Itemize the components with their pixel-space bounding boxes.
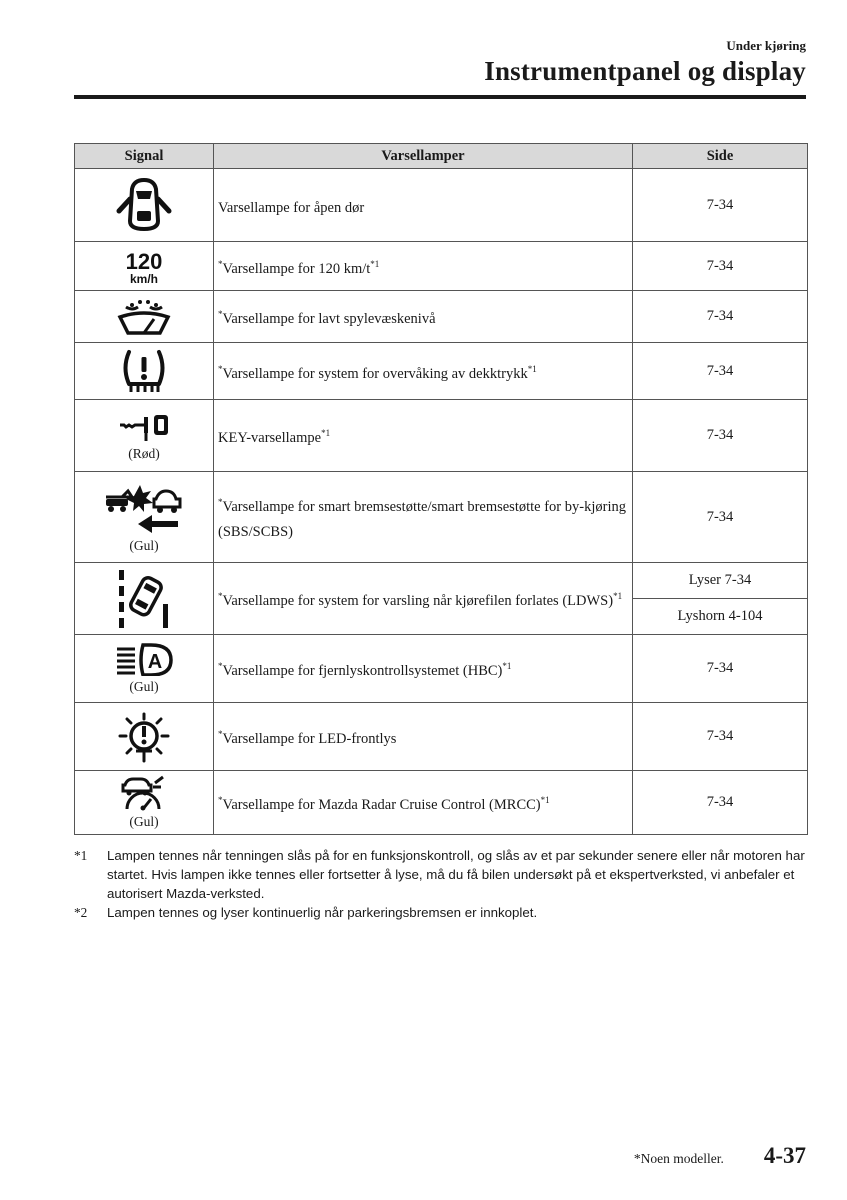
star-mark: * [218, 661, 223, 672]
page-cell: 7-34 [633, 635, 808, 703]
smart-brake-icon [102, 481, 186, 535]
warning-text: Varsellampe for lavt spylevæskenivå [222, 310, 436, 327]
section-label: Under kjøring [726, 38, 806, 53]
star-mark: * [218, 309, 223, 320]
lane-departure-icon [115, 568, 173, 630]
door-open-icon [112, 175, 176, 235]
star-mark: * [218, 729, 223, 740]
table-row [75, 400, 808, 472]
warning-text: Varsellampe for fjernlyskontrollsystemet (HBC) [222, 662, 503, 679]
page-cell: 7-34 [633, 169, 808, 242]
warning-text: Varsellampe for Mazda Radar Cruise Control (MRCC) [222, 796, 541, 813]
warning-text-cell [214, 343, 633, 400]
page-cell: 7-34 [633, 472, 808, 563]
footnote-text: Lampen tennes og lyser kontinuerlig når parkeringsbremsen er innkoplet. [107, 905, 538, 920]
key-icon [116, 409, 172, 443]
page-title: Instrumentpanel og display [484, 56, 806, 86]
column-header-page: Side [633, 144, 808, 169]
footnote [74, 903, 807, 922]
warning-text: Varsellampe for 120 km/t [222, 260, 371, 277]
note-mark: *1 [321, 428, 331, 439]
note-mark: *1 [370, 258, 380, 269]
color-label: (Rød) [128, 446, 160, 461]
page-cell: 7-34 [633, 400, 808, 472]
page-number: 4-37 [763, 1143, 806, 1168]
table-row [75, 635, 808, 703]
washer-fluid-icon [116, 297, 172, 337]
table-row [75, 169, 808, 242]
color-label: (Gul) [129, 679, 159, 694]
note-mark: *1 [527, 363, 537, 374]
warning-text-cell [214, 400, 633, 472]
star-mark: * [218, 363, 223, 374]
page-cell: Lyser 7-34 [633, 563, 808, 599]
page-footer [634, 1143, 806, 1169]
column-header-signal: Signal [75, 144, 214, 169]
page-cell: 7-34 [633, 291, 808, 343]
table-row [75, 771, 808, 835]
star-mark: * [218, 258, 223, 269]
warning-text: Varsellampe for smart bremsestøtte/smart bremsestøtte for by-kjøring (SBS/SCBS) [218, 499, 626, 540]
tire-pressure-icon [119, 348, 169, 394]
color-label: (Gul) [129, 537, 159, 553]
note-mark: *1 [540, 795, 550, 806]
signal-cell [75, 563, 214, 635]
warning-text-cell [214, 472, 633, 563]
warning-text: Varsellampe for åpen dør [218, 199, 365, 216]
warning-text-cell [214, 771, 633, 835]
auto-highbeam-icon [113, 642, 175, 676]
page-cell: 7-34 [633, 771, 808, 835]
speed-120-icon [119, 247, 169, 285]
warning-text-cell [214, 242, 633, 291]
speed-120-number: 120 [125, 249, 163, 274]
page-cell: 7-34 [633, 242, 808, 291]
star-mark: * [218, 795, 223, 806]
warning-text: KEY-varsellampe [218, 429, 322, 446]
table-row [75, 563, 808, 599]
warning-text-cell [214, 703, 633, 771]
signal-cell [75, 400, 214, 472]
note-mark: *1 [502, 661, 512, 672]
note-mark: *1 [613, 591, 623, 602]
color-label: (Gul) [129, 814, 159, 829]
signal-cell [75, 291, 214, 343]
signal-cell [75, 703, 214, 771]
warning-text: Varsellampe for LED-frontlys [222, 730, 397, 747]
footnote-mark: *1 [74, 848, 88, 863]
star-mark: * [218, 497, 223, 508]
table-row [75, 291, 808, 343]
signal-cell [75, 242, 214, 291]
footer-note: *Noen modeller. [633, 1151, 724, 1166]
signal-cell [75, 169, 214, 242]
page-cell: 7-34 [633, 703, 808, 771]
warning-text-cell [214, 291, 633, 343]
speed-120-unit: km/h [129, 272, 159, 285]
table-row [75, 472, 808, 563]
warning-text: Varsellampe for system for overvåking av dekktrykk [222, 365, 528, 382]
header-rule [74, 95, 806, 99]
table-row [75, 343, 808, 400]
signal-cell [75, 635, 214, 703]
footnotes [74, 846, 807, 922]
radar-cruise-icon [119, 775, 169, 811]
warning-text-cell [214, 635, 633, 703]
footnote [74, 846, 807, 903]
page-cell: 7-34 [633, 343, 808, 400]
warning-text-cell [214, 563, 633, 635]
column-header-warning: Varsellamper [214, 144, 633, 169]
page-cell: Lyshorn 4-104 [633, 599, 808, 635]
warning-text-cell [214, 169, 633, 242]
footnote-mark: *2 [74, 905, 88, 920]
signal-cell [75, 771, 214, 835]
table-row [75, 703, 808, 771]
warning-lights-table [74, 143, 808, 835]
table-header-row [75, 144, 808, 169]
table-row [75, 242, 808, 291]
auto-highbeam-letter: A [147, 651, 163, 673]
footnote-text: Lampen tennes når tenningen slås på for en funksjonskontroll, og slås av et par sekunder senere eller når motoren har startet. Hvis lampen ikke tennes eller fortsetter å lyse, må du få bilen undersøkt på et ekspertverksted, vi anbefaler et autorisert Mazda-verksted. [107, 848, 805, 901]
warning-text: Varsellampe for system for varsling når kjørefilen forlates (LDWS) [222, 592, 614, 609]
star-mark: * [218, 591, 223, 602]
signal-cell [75, 343, 214, 400]
signal-cell [75, 472, 214, 563]
led-headlight-icon [114, 711, 174, 763]
